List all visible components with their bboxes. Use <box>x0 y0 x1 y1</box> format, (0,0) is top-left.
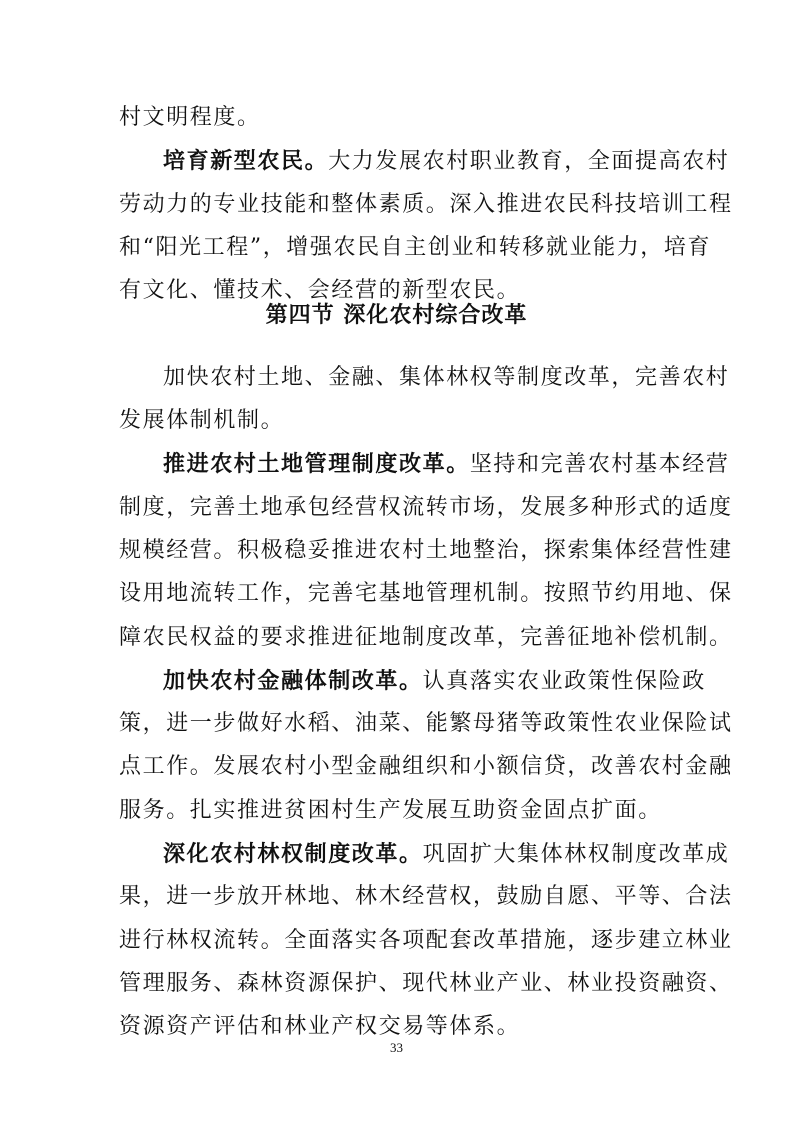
paragraph-first-line <box>0 666 793 697</box>
text-line <box>0 796 793 826</box>
text-span: 发展体制机制。 <box>119 408 285 433</box>
text-span: 资源资产评估和林业产权交易等体系。 <box>119 1014 521 1039</box>
paragraph-first-line <box>0 839 793 870</box>
text-span: 加快农村土地、金融、集体林权等制度改革，完善农村 <box>163 365 730 390</box>
text-span: 点工作。发展农村小型金融组织和小额信贷，改善农村金融 <box>119 754 733 779</box>
text-span: 和“阳光工程”，增强农民自主创业和转移就业能力，培育 <box>119 235 712 260</box>
text-line <box>0 709 793 739</box>
paragraph-first-line <box>0 146 793 177</box>
text-line <box>0 579 793 609</box>
text-line <box>0 233 793 263</box>
text-line <box>0 536 793 566</box>
text-span: 认真落实农业政策性保险政 <box>422 669 706 694</box>
page-number: 33 <box>390 1040 403 1055</box>
text-line <box>0 969 793 999</box>
text-line <box>0 406 793 436</box>
text-span: 进行林权流转。全面落实各项配套改革措施，逐步建立林业 <box>119 928 733 953</box>
text-line <box>0 623 793 653</box>
text-line <box>0 493 793 523</box>
paragraph-title: 培育新型农民。 <box>163 148 329 174</box>
section-heading: 第四节 深化农村综合改革 <box>265 302 528 328</box>
text-line <box>0 882 793 912</box>
text-span: 障农民权益的要求推进征地制度改革，完善征地补偿机制。 <box>119 625 733 650</box>
paragraph-first-line <box>0 449 793 480</box>
text-line <box>0 190 793 220</box>
text-span: 村文明程度。 <box>119 105 261 130</box>
text-span: 坚持和完善农村基本经营 <box>469 452 730 477</box>
text-span: 设用地流转工作，完善宅基地管理机制。按照节约用地、保 <box>119 581 733 606</box>
text-line <box>0 103 793 133</box>
text-span: 策，进一步做好水稻、油菜、能繁母猪等政策性农业保险试 <box>119 711 733 736</box>
text-line <box>0 1012 793 1042</box>
paragraph-title: 加快农村金融体制改革。 <box>163 668 423 694</box>
paragraph-first-line <box>0 363 793 393</box>
text-span: 规模经营。积极稳妥推进农村土地整治，探索集体经营性建 <box>119 538 733 563</box>
text-span: 果，进一步放开林地、林木经营权，鼓励自愿、平等、合法 <box>119 884 733 909</box>
text-span: 大力发展农村职业教育，全面提高农村 <box>328 149 730 174</box>
text-span: 制度，完善土地承包经营权流转市场，发展多种形式的适度 <box>119 495 733 520</box>
text-line <box>0 926 793 956</box>
text-span: 有文化、懂技术、会经营的新型农民。 <box>119 278 521 303</box>
text-span: 服务。扎实推进贫困村生产发展互助资金固点扩面。 <box>119 798 662 823</box>
paragraph-title: 深化农村林权制度改革。 <box>163 841 423 867</box>
text-line <box>0 752 793 782</box>
paragraph-title: 推进农村土地管理制度改革。 <box>163 451 470 477</box>
text-span: 劳动力的专业技能和整体素质。深入推进农民科技培训工程 <box>119 192 733 217</box>
text-span: 管理服务、森林资源保护、现代林业产业、林业投资融资、 <box>119 971 733 996</box>
text-span: 巩固扩大集体林权制度改革成 <box>422 842 730 867</box>
